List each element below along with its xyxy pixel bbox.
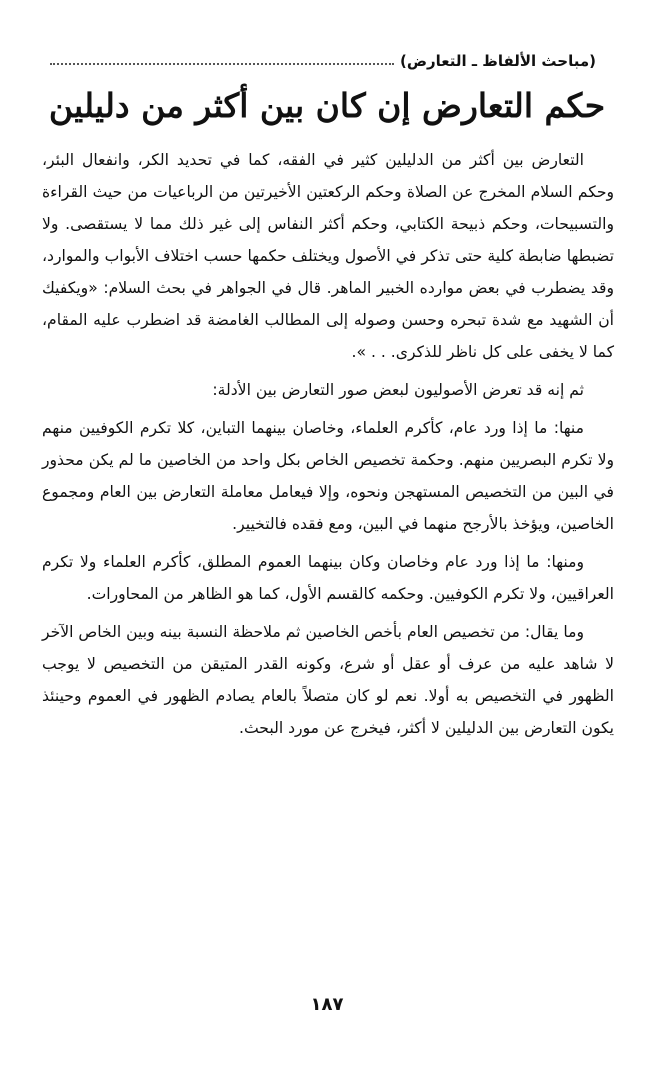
page-number: ١٨٧	[310, 994, 344, 1015]
paragraph-intro: التعارض بين أكثر من الدليلين كثير في الفقه، كما في تحديد الكر، وانفعال البئر، وحكم السلام المخرج عن الصلاة وحكم الركعتين الأخيرتين من الرباعيات من حيث القراءة والتسبيحات، وحكم ذبيحة الكتابي، وحكم أكثر النفاس إلى غير ذلك مما لا يستقصى. ولا تضبطها ضابطة كلية حتى تذكر في الأصول ويختلف حكمها حسب اختلاف الأبواب والموارد، وقد يضطرب في بعض موارده الخبير الماهر. قال في الجواهر في بحث السلام: «ويكفيك أن الشهيد مع شدة تبحره وحسن وصوله إلى المطالب الغامضة قد اضطرب عليه المقام، كما لا يخفى على كل ناظر للذكرى. . . ».	[42, 151, 614, 361]
paragraph-case-two: ومنها: ما إذا ورد عام وخاصان وكان بينهما العموم المطلق، كأكرم العلماء ولا تكرم العراقيين، ولا تكرم الكوفيين. وحكمه كالقسم الأول، كما هو الظاهر من المحاورات.	[42, 553, 614, 603]
paragraph-cases-lead: ثم إنه قد تعرض الأصوليون لبعض صور التعارض بين الأدلة:	[212, 381, 584, 399]
paragraph-case-one: منها: ما إذا ورد عام، كأكرم العلماء، وخاصان بينهما التباين، كلا تكرم الكوفيين منهم ولا تكرم البصريين منهم. وحكمة تخصيص الخاص بكل واحد من الخاصين ما لم يكن محذور في البين من التخصيص المستهجن ونحوه، وإلا فيعامل معاملة التعارض بين العام ومجموع الخاصين، ويؤخذ بالأرجح منهما في البين، ومع فقده فالتخيير.	[42, 419, 614, 533]
paragraph-objection: وما يقال: من تخصيص العام بأخص الخاصين ثم ملاحظة النسبة بينه وبين الخاص الآخر لا شاهد عليه من عرف أو عقل أو شرع، وكونه القدر المتيقن من التخصيص لا يوجب الظهور في التخصيص به أولا. نعم لو كان متصلاً بالعام يصادم الظهور في العموم وحينئذ يكون التعارض بين الدليلين لا أكثر، فيخرج عن مورد البحث.	[42, 623, 614, 737]
dotted-leader	[50, 63, 394, 65]
section-heading: حكم التعارض إن كان بين أكثر من دليلين	[48, 86, 606, 125]
running-title: (مباحث الألفاظ ـ التعارض)	[400, 52, 596, 70]
running-header	[50, 50, 596, 72]
body-text	[42, 144, 614, 744]
